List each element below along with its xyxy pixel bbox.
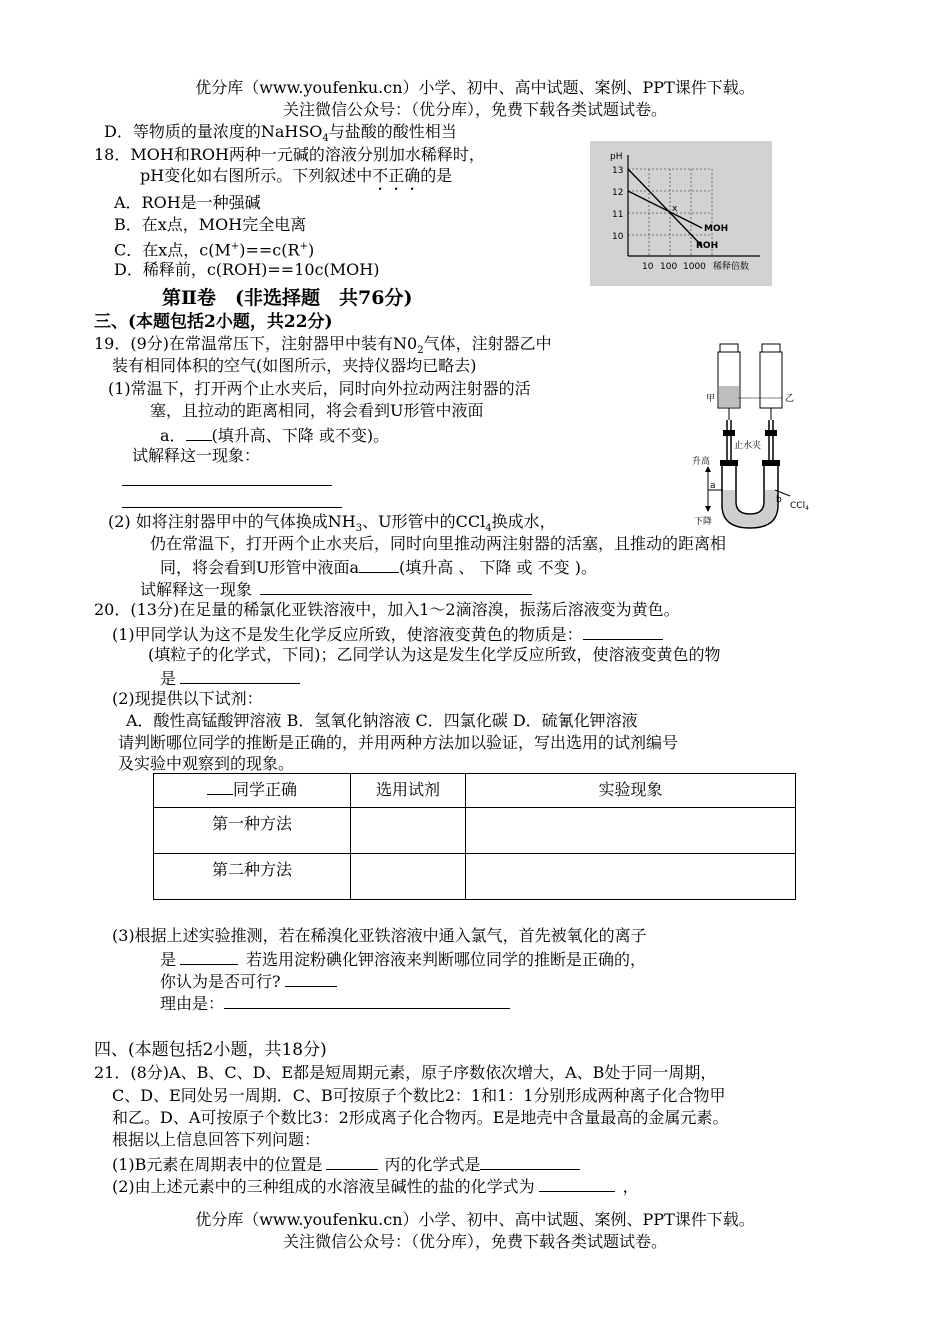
fig2-ccl4-sub: 4 — [805, 505, 809, 512]
q20-blank-5[interactable] — [224, 992, 510, 1009]
q19-p2-line2: 仍在常温下，打开两个止水夹后，同时向里推动两注射器的活塞，且推动的距离相 — [150, 534, 727, 553]
q17d-text-post: 与盐酸的酸性相当 — [328, 122, 457, 141]
q19-p2-post: 换成水， — [491, 512, 556, 531]
fig2-label-clamp: 止水夹 — [734, 441, 762, 451]
q19-p1-hint: (填升高、下降 或不变)。 — [211, 426, 390, 445]
ph-dilution-figure — [590, 141, 772, 286]
experiment-table — [153, 773, 796, 900]
q20-blank-4[interactable] — [285, 970, 337, 987]
fig1-ylabel: pH — [610, 152, 623, 162]
footer-line-2: 关注微信公众号：（优分库），免费下载各类试题试卷。 — [282, 1232, 667, 1251]
fig1-label-roh: ROH — [696, 241, 719, 251]
q18-stem-c: 的是 — [420, 166, 453, 185]
q20-p1-line2: (填粒子的化学式，下同)；乙同学认为这是发生化学反应所致，使溶液变黄色的物 — [148, 645, 721, 664]
q20-p3-line4-text: 理由是： — [160, 994, 225, 1013]
section3-title: 三、(本题包括2小题，共22分) — [94, 312, 333, 332]
q19-p2-mid: 、U形管中的CCl — [362, 512, 486, 531]
table-cell-phenomenon-1[interactable] — [466, 808, 796, 854]
q19-answer-line-2[interactable] — [122, 507, 342, 508]
fig2-label-yi: 乙 — [785, 394, 795, 404]
q19-p2-sub2: 4 — [485, 523, 492, 535]
fig2-ccl4-text: CCl — [790, 501, 806, 511]
q19-answer-line-1[interactable] — [122, 485, 332, 486]
q20-p2-reagents: A．酸性高锰酸钾溶液 B．氢氧化钠溶液 C．四氯化碳 D．硫氰化钾溶液 — [126, 711, 638, 730]
header-line-2: 关注微信公众号：（优分库），免费下载各类试题试卷。 — [282, 100, 667, 119]
fig2-label-up: 升高 — [692, 457, 711, 467]
fig2-label-down: 下降 — [694, 517, 713, 527]
q20-p3-line2 — [160, 948, 646, 970]
table-header-correct: 同学正确 — [232, 780, 297, 799]
q19-p2-line3 — [160, 556, 597, 578]
q21-p2-pre: (2)由上述元素中的三种组成的水溶液呈碱性的盐的化学式为 — [112, 1177, 535, 1196]
q21-line3: 和乙。D、A可按原子个数比3：2形成离子化合物丙。E是地壳中含量最高的金属元素。 — [112, 1108, 729, 1127]
q19-p1-explain: 试解释这一现象： — [132, 446, 261, 465]
q21-line4: 根据以上信息回答下列问题： — [112, 1130, 321, 1149]
fig1-ytick-11: 11 — [612, 210, 624, 220]
q19-p2-explain-text: 试解释这一现象 — [140, 580, 253, 599]
table-header-reagent: 选用试剂 — [351, 774, 466, 808]
table-cell-reagent-1[interactable] — [351, 808, 466, 854]
q20-p3-line4 — [160, 992, 510, 1014]
fig1-ytick-12: 12 — [612, 188, 624, 198]
q18-option-c — [114, 237, 314, 260]
table-cell-reagent-2[interactable] — [351, 854, 466, 900]
section4-title: 四、(本题包括2小题，共18分) — [94, 1040, 327, 1060]
q21-blank-1[interactable] — [326, 1153, 378, 1170]
q17d-text: D．等物质的量浓度的NaHSO — [104, 122, 323, 141]
q18c-sup1: + — [230, 241, 240, 252]
table-header-row — [154, 774, 796, 808]
q19-p1-line3 — [160, 424, 389, 446]
q21-p1 — [112, 1153, 580, 1175]
q18c-mid: )==c(R — [239, 240, 300, 260]
q21-line1: 21．(8分)A、B、C、D、E都是短周期元素，原子序数依次增大，A、B处于同一周期， — [94, 1063, 717, 1082]
q20-blank-3[interactable] — [180, 948, 238, 965]
fig2-label-jia: 甲 — [706, 394, 716, 404]
fig1-xtick-10: 10 — [642, 262, 654, 272]
fig1-ytick-13: 13 — [612, 166, 624, 176]
q19-p1-line2: 塞，且拉动的距离相同，将会看到U形管中液面 — [150, 401, 484, 420]
syringe-u-tube-figure — [690, 340, 835, 535]
q19-blank-a[interactable] — [186, 424, 212, 441]
q19-p2-line3-pre: 同，将会看到U形管中液面a — [160, 558, 360, 577]
q19-p2-explain — [140, 578, 532, 600]
q19-p1-a: a． — [160, 426, 186, 445]
q20-p3-pre: 是 — [160, 950, 177, 969]
q21-p1-mid: 丙的化学式是 — [384, 1155, 481, 1174]
q20-p3-line3-text: 你认为是否可行? — [160, 972, 281, 991]
q19-p2-sub1: 3 — [355, 523, 363, 535]
table-header-cell — [154, 774, 351, 808]
q21-blank-2[interactable] — [480, 1153, 580, 1170]
q19-p1-line1: (1)常温下，打开两个止水夹后，同时向外拉动两注射器的活 — [108, 379, 531, 398]
q18-stem-a: pH变化如右图所示。下列叙述中 — [140, 166, 373, 185]
fig2-label-ccl4 — [790, 501, 809, 512]
table-cell-phenomenon-2[interactable] — [466, 854, 796, 900]
header-line-1: 优分库（www.youfenku.cn）小学、初中、高中试题、案例、PPT课件下载。 — [195, 78, 755, 97]
q20-p2-line1: (2)现提供以下试剂： — [112, 689, 263, 708]
q18-stem-line1: 18．MOH和ROH两种一元碱的溶液分别加水稀释时， — [94, 145, 485, 164]
q20-blank-1[interactable] — [583, 623, 663, 640]
q18-stem-line2 — [140, 166, 452, 194]
q20-p1-line1 — [112, 623, 663, 645]
q18-option-a: A．ROH是一种强碱 — [114, 193, 261, 212]
q20-p1-line3 — [160, 667, 300, 689]
q20-p2-line4: 及实验中观察到的现象。 — [118, 754, 295, 773]
q20-p1-line1-text: (1)甲同学认为这不是发生化学反应所致，使溶液变黄色的物质是： — [112, 625, 583, 644]
q18-option-b: B．在x点，MOH完全电离 — [114, 215, 307, 234]
fig1-ytick-10: 10 — [612, 232, 624, 242]
fig2-label-a: a — [710, 481, 716, 491]
fig1-point-x: x — [672, 204, 678, 214]
table-row-method-1: 第一种方法 — [154, 808, 351, 854]
q20-p1-line3-text: 是 — [160, 669, 177, 688]
q20-p3-post: 若选用淀粉碘化钾溶液来判断哪位同学的推断是正确的， — [246, 950, 647, 969]
q19-p2-answer-line[interactable] — [260, 578, 532, 595]
q20-p3-line3 — [160, 970, 337, 992]
fig1-label-moh: MOH — [704, 224, 729, 234]
q20-blank-2[interactable] — [180, 667, 300, 684]
q18c-post: ) — [307, 240, 315, 260]
q19-line2: 装有相同体积的空气(如图所示，夹持仪器均已略去) — [112, 356, 477, 375]
q19-line1-post: 气体，注射器乙中 — [423, 334, 552, 353]
q18c-sup2: + — [299, 241, 308, 252]
q19-p2-line3-post: (填升高 、 下降 或 不变 )。 — [399, 558, 597, 577]
q21-blank-3[interactable] — [539, 1175, 615, 1192]
table-row — [154, 854, 796, 900]
q18-emphasis: 不正确 — [372, 166, 421, 185]
q20-p3-line1: (3)根据上述实验推测，若在稀溴化亚铁溶液中通入氯气，首先被氧化的离子 — [112, 926, 647, 945]
q18c-pre: C．在x点，c(M — [114, 240, 231, 260]
q19-line1-sub: 2 — [417, 345, 424, 357]
q21-line2: C、D、E同处另一周期．C、B可按原子个数比2：1和1：1分别形成两种离子化合物甲 — [112, 1086, 726, 1105]
table-row — [154, 808, 796, 854]
q19-blank-2[interactable] — [359, 556, 399, 573]
q20-line1: 20．(13分)在足量的稀氯化亚铁溶液中，加入1～2滴溶溴，振荡后溶液变为黄色。 — [94, 600, 680, 619]
q21-p2-post: ， — [622, 1177, 639, 1196]
footer-line-1: 优分库（www.youfenku.cn）小学、初中、高中试题、案例、PPT课件下载。 — [195, 1210, 755, 1229]
fig1-xtick-100: 100 — [660, 262, 678, 272]
q17d-sub: 4 — [322, 133, 329, 145]
q20-p2-line3: 请判断哪位同学的推断是正确的，并用两种方法加以验证，写出选用的试剂编号 — [118, 733, 679, 752]
fig2-label-b: b — [776, 495, 782, 505]
q18-option-d: D．稀释前，c(ROH)==10c(MOH) — [114, 260, 380, 279]
part2-title: 第Ⅱ卷 (非选择题 共76分) — [162, 287, 413, 309]
fig1-xtick-1000: 1000 — [683, 262, 706, 272]
q21-p1-pre: (1)B元素在周期表中的位置是 — [112, 1155, 323, 1174]
q19-line1-pre: 19．(9分)在常温常压下，注射器甲中装有N0 — [94, 334, 418, 353]
q20-table-blank[interactable] — [207, 778, 233, 795]
q21-p2 — [112, 1175, 639, 1197]
table-row-method-2: 第二种方法 — [154, 854, 351, 900]
table-header-phenomenon: 实验现象 — [466, 774, 796, 808]
fig1-xlabel: 稀释倍数 — [713, 262, 750, 272]
q19-p2-pre: (2) 如将注射器甲中的气体换成NH — [108, 512, 356, 531]
